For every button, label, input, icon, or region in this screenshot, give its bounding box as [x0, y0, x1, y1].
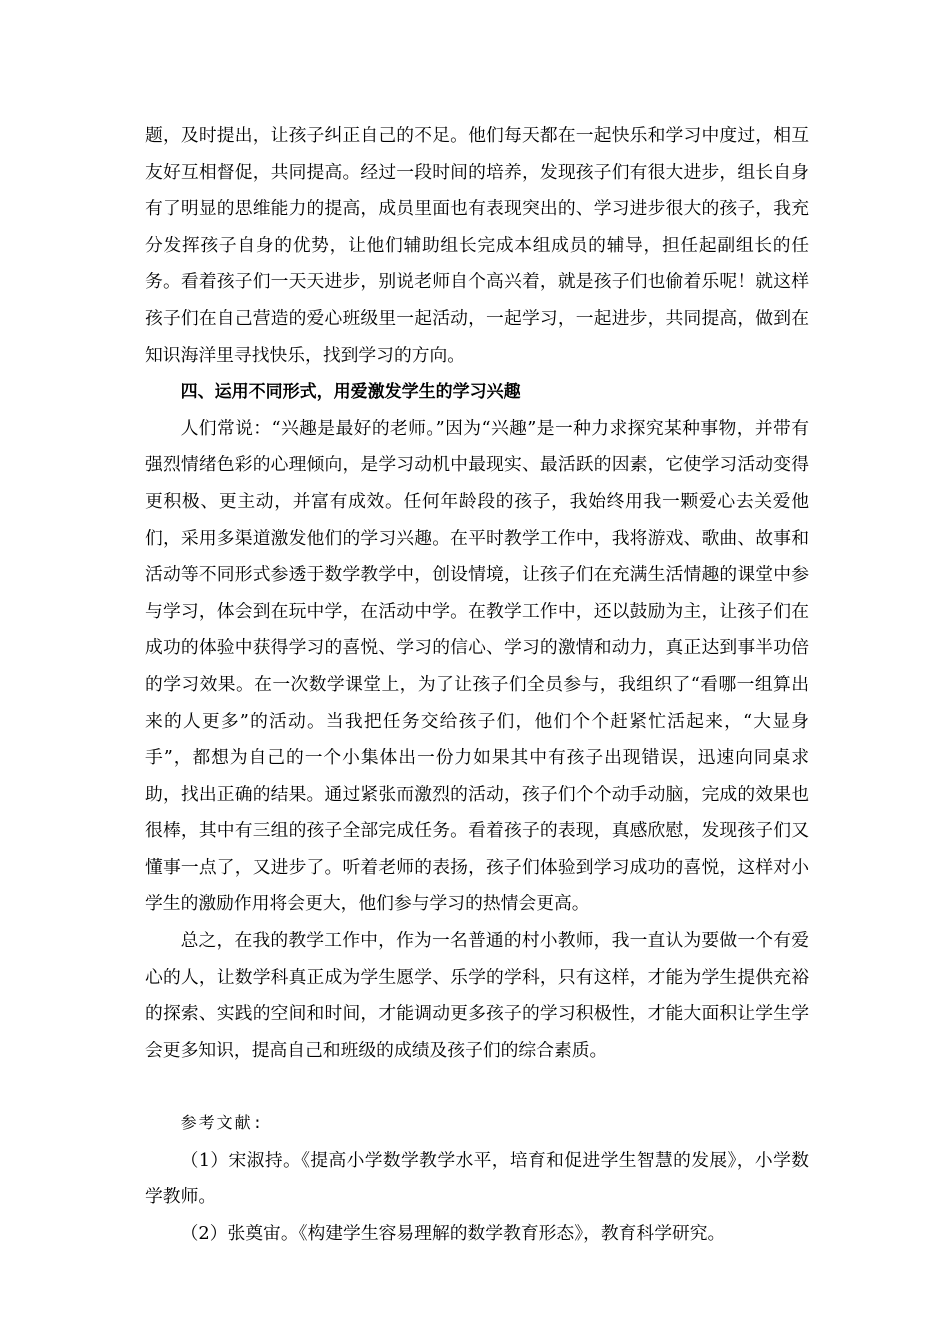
reference-item-2: （2）张奠宙。《构建学生容易理解的数学教育形态》，教育科学研究。	[180, 1222, 726, 1244]
section-heading-4: 四、运用不同形式，用爱激发学生的学习兴趣	[180, 382, 521, 403]
references-title: 参考文献:	[180, 1115, 265, 1134]
paragraph-conclusion: 总之，在我的教学工作中，作为一名普通的村小教师，我一直认为要做一个有爱心的人，让数学科真正成为学生愿学、乐学的学科，只有这样，才能为学生提供充裕的探索、实践的空间和时间，才能调动更多孩子的学习积极性，才能大面积让学生学会更多知识，提高自己和班级的成绩及孩子们的综合素质。	[145, 930, 809, 1061]
paragraph-interest: 人们常说：“兴趣是最好的老师。”因为“兴趣”是一种力求探究某种事物，并带有强烈情绪色彩的心理倾向，是学习动机中最现实、最活跃的因素，它使学习活动变得更积极、更主动，并富有成效。任何年龄段的孩子，我始终用我一颗爱心去关爱他们，采用多渠道激发他们的学习兴趣。在平时教学工作中，我将游戏、歌曲、故事和活动等不同形式参透于数学教学中，创设情境，让孩子们在充满生活情趣的课堂中参与学习，体会到在玩中学，在活动中学。在教学工作中，还以鼓励为主，让孩子们在成功的体验中获得学习的喜悦、学习的信心、学习的激情和动力，真正达到事半功倍的学习效果。在一次数学课堂上，为了让孩子们全员参与，我组织了“看哪一组算出来的人更多”的活动。当我把任务交给孩子们，他们个个赶紧忙活起来，“大显身手”，都想为自己的一个小集体出一份力如果其中有孩子出现错误，迅速向同桌求助，找出正确的结果。通过紧张而激烈的活动，孩子们个个动手动脑，完成的效果也很棒，其中有三组的孩子全部完成任务。看着孩子的表现，真感欣慰，发现孩子们又懂事一点了，又进步了。听着老师的表扬，孩子们体验到学习成功的喜悦，这样对小学生的激励作用将会更大，他们参与学习的热情会更高。	[145, 417, 809, 915]
reference-item-1: （1）宋淑持。《提高小学数学教学水平，培育和促进学生智慧的发展》，小学数学教师。	[145, 1149, 809, 1208]
references-section	[145, 1106, 809, 1252]
paragraph-continuation: 题，及时提出，让孩子纠正自己的不足。他们每天都在一起快乐和学习中度过，相互友好互相督促，共同提高。经过一段时间的培养，发现孩子们有很大进步，组长自身有了明显的思维能力的提高，成员里面也有表现突出的、学习进步很大的孩子，我充分发挥孩子自身的优势，让他们辅助组长完成本组成员的辅导，担任起副组长的任务。看着孩子们一天天进步，别说老师自个高兴着，就是孩子们也偷着乐呢！就这样孩子们在自己营造的爱心班级里一起活动，一起学习，一起进步，共同提高，做到在知识海洋里寻找快乐，找到学习的方向。	[145, 125, 809, 366]
document-body	[145, 118, 809, 1252]
